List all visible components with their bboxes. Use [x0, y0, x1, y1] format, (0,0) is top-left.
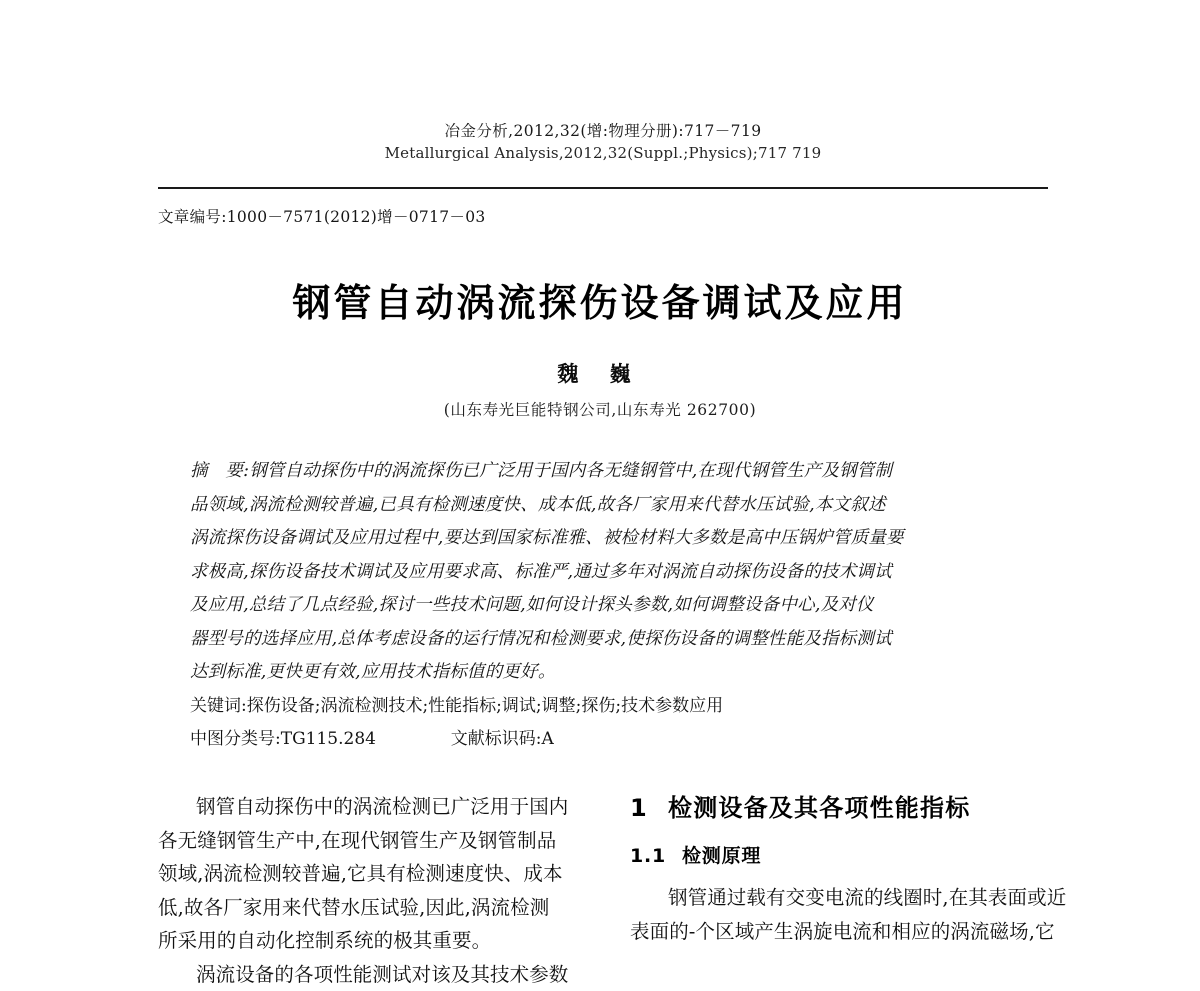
- body-column-left: [158, 790, 578, 991]
- abstract-line: 品领域,涡流检测较普遍,已具有检测速度快、成本低,故各厂家用来代替水压试验,本文叙述: [190, 489, 1022, 523]
- body-line: 涡流设备的各项性能测试对该及其技术参数: [158, 958, 578, 991]
- header-divider-rule: [158, 187, 1048, 189]
- page-title: 钢管自动涡流探伤设备调试及应用: [0, 272, 1200, 327]
- running-head-english: Metallurgical Analysis,2012,32(Suppl.;Physics);717 719: [158, 142, 1048, 165]
- section-number-1: 1: [630, 790, 668, 826]
- body-line: 低,故各厂家用来代替水压试验,因此,涡流检测: [158, 891, 578, 925]
- body-line: 表面的-个区域产生涡旋电流和相应的涡流磁场,它: [630, 915, 1050, 949]
- heading-spacer: [630, 873, 1050, 881]
- document-code: 文献标识码:A: [451, 729, 554, 749]
- body-line: 各无缝钢管生产中,在现代钢管生产及钢管制品: [158, 824, 578, 858]
- running-head-chinese: 冶金分析,2012,32(增:物理分册):717－719: [158, 120, 1048, 142]
- abstract-line: 摘 要:钢管自动探伤中的涡流探伤已广泛用于国内各无缝钢管中,在现代钢管生产及钢管制: [190, 455, 1022, 489]
- abstract-line: 涡流探伤设备调试及应用过程中,要达到国家标准雅、被检材料大多数是高中压锅炉管质量要: [190, 522, 1022, 556]
- body-line: 钢管自动探伤中的涡流检测已广泛用于国内: [158, 790, 578, 824]
- section-title-1: 检测设备及其各项性能指标: [668, 794, 970, 822]
- running-head: [158, 120, 1048, 165]
- abstract-line: 器型号的选择应用,总体考虑设备的运行情况和检测要求,使探伤设备的调整性能及指标测试: [190, 623, 1022, 657]
- author-name: 魏 巍: [0, 358, 1200, 388]
- author-affiliation: (山东寿光巨能特钢公司,山东寿光 262700): [0, 398, 1200, 420]
- body-column-right: [630, 790, 1050, 948]
- classification-line: [190, 723, 1022, 756]
- body-line: 领域,涡流检测较普遍,它具有检测速度快、成本: [158, 857, 578, 891]
- abstract-line: 达到标准,更快更有效,应用技术指标值的更好。: [190, 656, 1022, 690]
- abstract-line: 求极高,探伤设备技术调试及应用要求高、标准严,通过多年对涡流自动探伤设备的技术调试: [190, 556, 1022, 590]
- section-title-1-1: 检测原理: [682, 845, 761, 867]
- article-number: 文章编号:1000－7571(2012)增－0717－03: [158, 205, 486, 227]
- clc-number: 中图分类号:TG115.284: [190, 729, 376, 749]
- abstract-block: [190, 455, 1022, 690]
- body-line: 钢管通过载有交变电流的线圈时,在其表面或近: [630, 881, 1050, 915]
- section-heading-1-1: [630, 839, 1050, 873]
- body-line: 所采用的自动化控制系统的极其重要。: [158, 924, 578, 958]
- abstract-line: 及应用,总结了几点经验,探讨一些技术问题,如何设计探头参数,如何调整设备中心,及对仪: [190, 589, 1022, 623]
- keywords-line: 关键词:探伤设备;涡流检测技术;性能指标;调试;调整;探伤;技术参数应用: [190, 690, 1022, 723]
- section-number-1-1: 1.1: [630, 839, 682, 873]
- section-heading-1: [630, 790, 1050, 826]
